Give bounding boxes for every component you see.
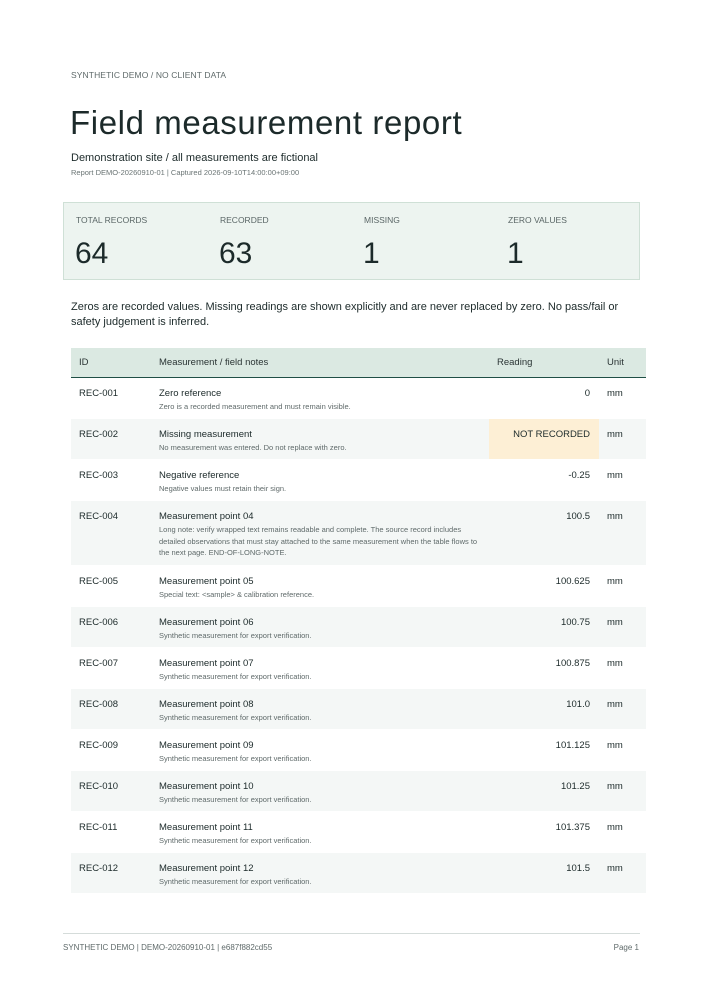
row-measurement: Measurement point 12 (159, 863, 254, 874)
row-measurement: Measurement point 09 (159, 740, 254, 751)
row-unit: mm (607, 658, 623, 669)
row-reading: -0.25 (568, 470, 590, 481)
page-title: Field measurement report (70, 104, 463, 141)
table-row (71, 378, 646, 419)
row-reading: 100.875 (555, 658, 590, 669)
row-reading: 100.5 (566, 511, 590, 522)
explanatory-note: Zeros are recorded values. Missing readings are shown explicitly and are never replaced by zero. No pass/fail or safety judgement is inferred. (71, 301, 619, 328)
row-measurement: Zero reference (159, 388, 222, 399)
row-id: REC-007 (79, 658, 119, 669)
row-note: Synthetic measurement for export verification. (159, 795, 312, 804)
row-id: REC-004 (79, 511, 119, 522)
row-id: REC-011 (79, 822, 118, 833)
row-unit: mm (607, 863, 623, 874)
row-measurement: Measurement point 04 (159, 511, 254, 522)
row-id: REC-010 (79, 781, 119, 792)
stat-label: MISSING (364, 215, 400, 225)
row-id: REC-005 (79, 576, 119, 587)
footer-divider (63, 933, 640, 934)
table-row (71, 566, 646, 607)
table-header (71, 348, 646, 378)
row-measurement: Measurement point 05 (159, 576, 254, 587)
row-measurement: Negative reference (159, 470, 240, 481)
stat-value: 1 (507, 237, 524, 270)
table-row (71, 689, 646, 730)
row-note: Synthetic measurement for export verification. (159, 754, 312, 763)
table-row (71, 648, 646, 689)
row-unit: mm (607, 781, 623, 792)
header-unit: Unit (607, 357, 624, 368)
stat-value: 1 (363, 237, 380, 270)
row-measurement: Measurement point 07 (159, 658, 254, 669)
table-row (71, 853, 646, 894)
footer-identifier: SYNTHETIC DEMO | DEMO-20260910-01 | e687f882cd55 (63, 943, 273, 952)
row-note: Negative values must retain their sign. (159, 484, 287, 493)
stat-label: ZERO VALUES (508, 215, 567, 225)
table-row (71, 812, 646, 853)
row-reading: NOT RECORDED (513, 429, 590, 440)
table-row (71, 419, 646, 460)
row-measurement: Measurement point 08 (159, 699, 254, 710)
row-id: REC-012 (79, 863, 119, 874)
row-unit: mm (607, 388, 623, 399)
header-measurement: Measurement / field notes (159, 357, 269, 368)
stat-total-records (64, 203, 208, 281)
stat-label: RECORDED (220, 215, 269, 225)
row-note: Synthetic measurement for export verification. (159, 713, 312, 722)
stat-value: 64 (75, 237, 109, 270)
stat-recorded (208, 203, 352, 281)
row-id: REC-008 (79, 699, 119, 710)
row-note: Synthetic measurement for export verification. (159, 877, 312, 886)
row-unit: mm (607, 822, 623, 833)
row-measurement: Measurement point 06 (159, 617, 254, 628)
row-reading: 101.375 (555, 822, 590, 833)
row-reading: 101.125 (555, 740, 590, 751)
row-reading: 101.0 (566, 699, 590, 710)
table-row (71, 607, 646, 648)
row-note: Special text: <sample> & calibration reference. (159, 590, 315, 599)
row-note: Zero is a recorded measurement and must remain visible. (159, 402, 351, 411)
row-note: Synthetic measurement for export verification. (159, 672, 312, 681)
row-id: REC-009 (79, 740, 119, 751)
row-id: REC-002 (79, 429, 119, 440)
row-unit: mm (607, 617, 623, 628)
row-reading: 101.5 (566, 863, 590, 874)
row-reading: 100.75 (560, 617, 590, 628)
row-measurement: Measurement point 10 (159, 781, 254, 792)
summary-panel (63, 202, 640, 280)
row-id: REC-006 (79, 617, 119, 628)
row-id: REC-001 (79, 388, 119, 399)
stat-missing (352, 203, 496, 281)
row-unit: mm (607, 740, 623, 751)
row-note: Long note: verify wrapped text remains readable and complete. The source record includes detailed observations that must stay attached to the same measurement when the table flows to the next page. END-OF-LONG-NOTE. (159, 525, 478, 557)
row-unit: mm (607, 429, 623, 440)
page-number: Page 1 (613, 943, 639, 952)
stat-label: TOTAL RECORDS (76, 215, 148, 225)
row-note: Synthetic measurement for export verification. (159, 631, 312, 640)
eyebrow-label: SYNTHETIC DEMO / NO CLIENT DATA (71, 70, 227, 80)
table-row (71, 771, 646, 812)
report-meta: Report DEMO-20260910-01 | Captured 2026-09-10T14:00:00+09:00 (71, 168, 300, 177)
row-unit: mm (607, 576, 623, 587)
row-id: REC-003 (79, 470, 119, 481)
table-row (71, 460, 646, 501)
row-reading: 0 (584, 388, 590, 399)
row-reading: 100.625 (555, 576, 590, 587)
stat-value: 63 (219, 237, 253, 270)
row-measurement: Measurement point 11 (159, 822, 253, 833)
row-unit: mm (607, 511, 623, 522)
row-unit: mm (607, 699, 623, 710)
stat-zero-values (496, 203, 640, 281)
table-row (71, 730, 646, 771)
row-note: Synthetic measurement for export verification. (159, 836, 312, 845)
table-row (71, 501, 646, 566)
header-reading: Reading (497, 357, 533, 368)
row-unit: mm (607, 470, 623, 481)
page-subtitle: Demonstration site / all measurements are fictional (71, 152, 318, 164)
row-reading: 101.25 (560, 781, 590, 792)
measurement-table (71, 348, 646, 894)
header-id: ID (79, 357, 89, 368)
row-measurement: Missing measurement (159, 429, 252, 440)
row-note: No measurement was entered. Do not replace with zero. (159, 443, 347, 452)
